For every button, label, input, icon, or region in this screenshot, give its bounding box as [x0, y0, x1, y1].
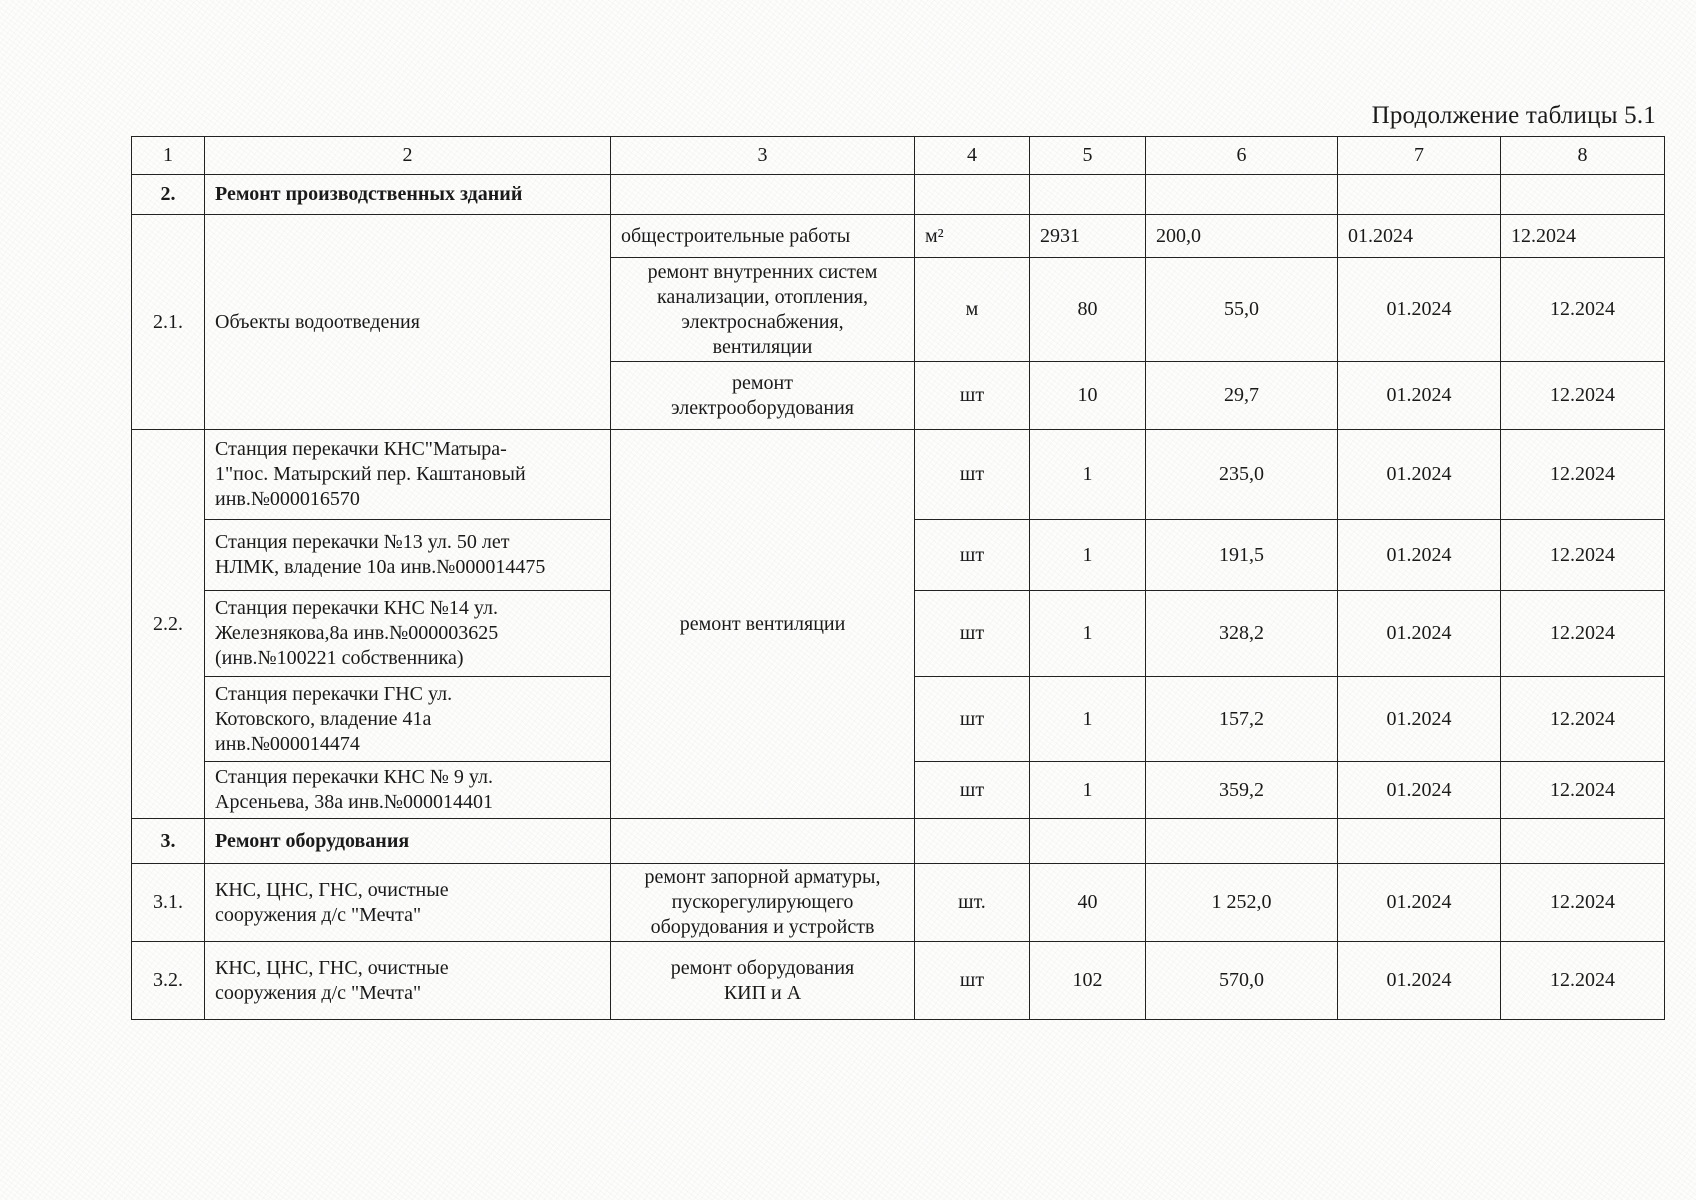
table-cell: 01.2024 [1338, 864, 1501, 942]
table-cell: 191,5 [1146, 520, 1338, 591]
table-cell: 01.2024 [1338, 591, 1501, 677]
table-cell: 01.2024 [1338, 762, 1501, 819]
table-cell: ремонт оборудования КИП и А [611, 942, 915, 1020]
table-row [132, 864, 1665, 942]
table-cell: шт. [915, 864, 1030, 942]
table-cell: 1 252,0 [1146, 864, 1338, 942]
table-cell: Станция перекачки КНС"Матыра- 1"пос. Матырский пер. Каштановый инв.№000016570 [205, 430, 611, 520]
table-cell: шт [915, 520, 1030, 591]
table-cell: Станция перекачки ГНС ул. Котовского, владение 41а инв.№000014474 [205, 677, 611, 762]
table-cell: м² [915, 215, 1030, 258]
table-cell [915, 175, 1030, 215]
column-number-cell: 2 [205, 137, 611, 175]
table-cell: шт [915, 430, 1030, 520]
column-number-cell: 4 [915, 137, 1030, 175]
table-cell: 1 [1030, 520, 1146, 591]
table-cell: 2.1. [132, 215, 205, 430]
table-row [132, 215, 1665, 258]
table-cell: м [915, 258, 1030, 362]
table-cell: шт [915, 762, 1030, 819]
table-row [132, 175, 1665, 215]
table-cell: 200,0 [1146, 215, 1338, 258]
table-cell: шт [915, 362, 1030, 430]
table-cell: 1 [1030, 591, 1146, 677]
table-cell: шт [915, 942, 1030, 1020]
table-cell: 01.2024 [1338, 362, 1501, 430]
column-number-cell: 3 [611, 137, 915, 175]
table-cell: Станция перекачки КНС № 9 ул. Арсеньева, 38а инв.№000014401 [205, 762, 611, 819]
table-cell: 1 [1030, 677, 1146, 762]
table-cell: 359,2 [1146, 762, 1338, 819]
table-cell: 2931 [1030, 215, 1146, 258]
table-cell: 12.2024 [1501, 762, 1665, 819]
table-cell: ремонт электрооборудования [611, 362, 915, 430]
table-row [132, 819, 1665, 864]
table-cell: 40 [1030, 864, 1146, 942]
table-cell [915, 819, 1030, 864]
table-cell: 2. [132, 175, 205, 215]
table-cell: Станция перекачки КНС №14 ул. Железнякова,8а инв.№000003625 (инв.№100221 собственника) [205, 591, 611, 677]
table-cell: 12.2024 [1501, 864, 1665, 942]
table-cell [1338, 175, 1501, 215]
table-cell: 12.2024 [1501, 942, 1665, 1020]
table-cell: 3.2. [132, 942, 205, 1020]
table-cell: 12.2024 [1501, 430, 1665, 520]
column-number-cell: 7 [1338, 137, 1501, 175]
table-cell [1030, 175, 1146, 215]
table-cell: Объекты водоотведения [205, 215, 611, 430]
table-cell: 01.2024 [1338, 942, 1501, 1020]
table-cell: 12.2024 [1501, 677, 1665, 762]
table-cell: общестроительные работы [611, 215, 915, 258]
column-number-row [132, 137, 1665, 175]
table-cell: КНС, ЦНС, ГНС, очистные сооружения д/с "Мечта" [205, 864, 611, 942]
table-cell: 10 [1030, 362, 1146, 430]
table-cell: Ремонт оборудования [205, 819, 611, 864]
column-number-cell: 1 [132, 137, 205, 175]
table-cell: 01.2024 [1338, 677, 1501, 762]
column-number-cell: 8 [1501, 137, 1665, 175]
table-cell: КНС, ЦНС, ГНС, очистные сооружения д/с "Мечта" [205, 942, 611, 1020]
table-cell: Ремонт производственных зданий [205, 175, 611, 215]
table-cell: 12.2024 [1501, 591, 1665, 677]
table-cell: 01.2024 [1338, 520, 1501, 591]
table-cell: ремонт вентиляции [611, 430, 915, 819]
table-cell: 2.2. [132, 430, 205, 819]
table-cell: 3. [132, 819, 205, 864]
table-cell: 12.2024 [1501, 215, 1665, 258]
table-body [132, 137, 1665, 1020]
table-cell: 01.2024 [1338, 215, 1501, 258]
table-cell: 55,0 [1146, 258, 1338, 362]
repair-plan-table [131, 136, 1665, 1020]
table-cell: 29,7 [1146, 362, 1338, 430]
table-cell: 570,0 [1146, 942, 1338, 1020]
table-cell: Станция перекачки №13 ул. 50 лет НЛМК, владение 10а инв.№000014475 [205, 520, 611, 591]
table-cell: 12.2024 [1501, 362, 1665, 430]
table-caption: Продолжение таблицы 5.1 [1371, 102, 1656, 129]
table-cell [611, 819, 915, 864]
table-cell: 3.1. [132, 864, 205, 942]
table-cell [1146, 819, 1338, 864]
table-row [132, 430, 1665, 520]
table-cell: 80 [1030, 258, 1146, 362]
table-cell [611, 175, 915, 215]
table-row [132, 942, 1665, 1020]
table-cell: 1 [1030, 762, 1146, 819]
table-cell: ремонт внутренних систем канализации, отопления, электроснабжения, вентиляции [611, 258, 915, 362]
table-cell: шт [915, 677, 1030, 762]
table-cell [1030, 819, 1146, 864]
column-number-cell: 6 [1146, 137, 1338, 175]
table-cell: 102 [1030, 942, 1146, 1020]
table-cell: 157,2 [1146, 677, 1338, 762]
table-cell: 1 [1030, 430, 1146, 520]
table-cell: шт [915, 591, 1030, 677]
table-cell: 12.2024 [1501, 520, 1665, 591]
table-cell: 01.2024 [1338, 258, 1501, 362]
table-cell: 12.2024 [1501, 258, 1665, 362]
table-cell [1146, 175, 1338, 215]
table-cell: 328,2 [1146, 591, 1338, 677]
table-cell: 01.2024 [1338, 430, 1501, 520]
table-cell [1501, 819, 1665, 864]
table-cell: 235,0 [1146, 430, 1338, 520]
table-cell [1501, 175, 1665, 215]
table-cell: ремонт запорной арматуры, пускорегулирующего оборудования и устройств [611, 864, 915, 942]
table-cell [1338, 819, 1501, 864]
column-number-cell: 5 [1030, 137, 1146, 175]
